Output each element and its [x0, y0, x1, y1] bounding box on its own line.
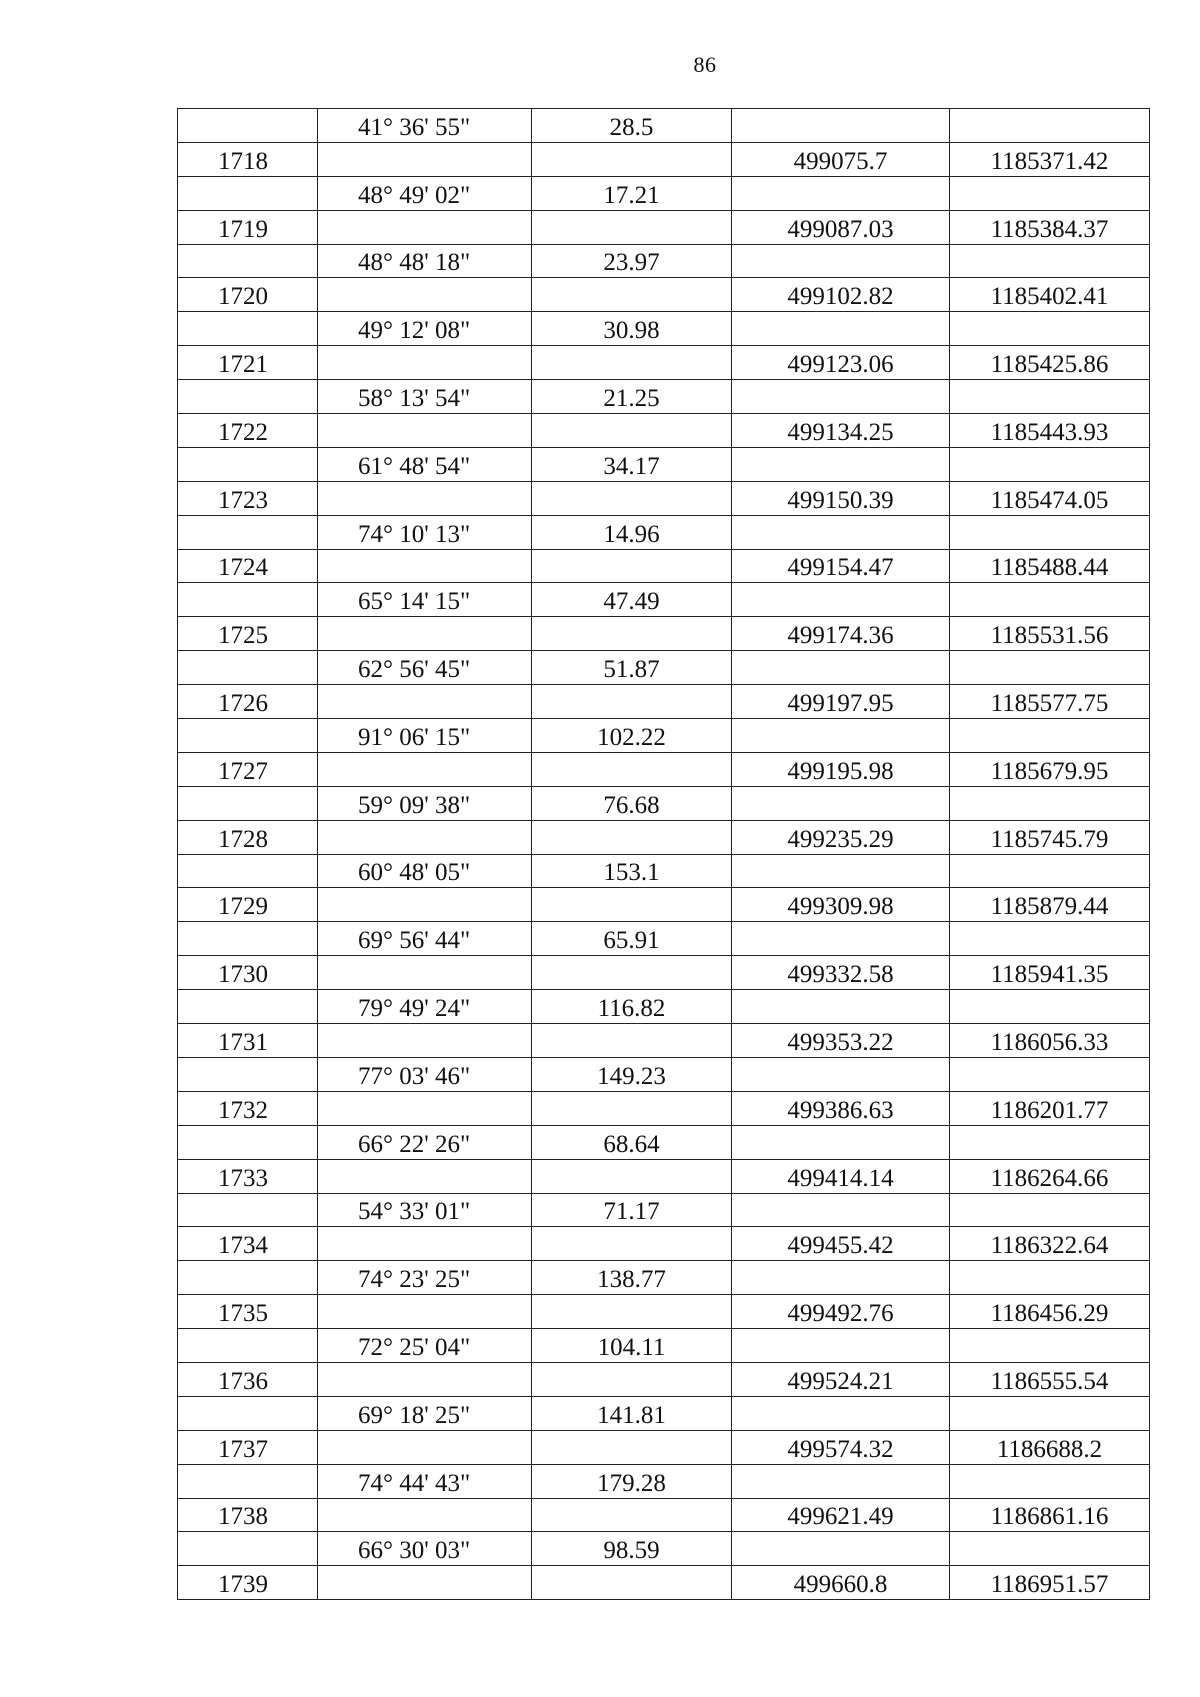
x-coordinate-cell [732, 1464, 950, 1498]
point-number-cell [178, 109, 318, 143]
angle-cell: 66° 22' 26" [318, 1125, 532, 1159]
point-number-cell: 1724 [178, 549, 318, 583]
point-number-cell [178, 854, 318, 888]
table-row [178, 1159, 1150, 1193]
point-number-cell [178, 922, 318, 956]
y-coordinate-cell [950, 1125, 1150, 1159]
y-coordinate-cell [950, 1057, 1150, 1091]
y-coordinate-cell: 1185425.86 [950, 346, 1150, 380]
table-row [178, 1464, 1150, 1498]
y-coordinate-cell [950, 1396, 1150, 1430]
point-number-cell: 1727 [178, 752, 318, 786]
x-coordinate-cell [732, 922, 950, 956]
angle-cell [318, 1091, 532, 1125]
distance-cell: 65.91 [532, 922, 732, 956]
y-coordinate-cell: 1185531.56 [950, 617, 1150, 651]
y-coordinate-cell [950, 583, 1150, 617]
table-row [178, 1396, 1150, 1430]
x-coordinate-cell [732, 312, 950, 346]
angle-cell: 65° 14' 15" [318, 583, 532, 617]
distance-cell: 21.25 [532, 380, 732, 414]
angle-cell: 72° 25' 04" [318, 1329, 532, 1363]
angle-cell [318, 1566, 532, 1600]
point-number-cell [178, 1396, 318, 1430]
y-coordinate-cell [950, 312, 1150, 346]
angle-cell: 62° 56' 45" [318, 651, 532, 685]
distance-cell: 149.23 [532, 1057, 732, 1091]
point-number-cell: 1723 [178, 481, 318, 515]
angle-cell [318, 346, 532, 380]
angle-cell [318, 617, 532, 651]
x-coordinate-cell: 499123.06 [732, 346, 950, 380]
distance-cell [532, 752, 732, 786]
point-number-cell: 1719 [178, 210, 318, 244]
table-row [178, 1329, 1150, 1363]
distance-cell [532, 1362, 732, 1396]
point-number-cell: 1736 [178, 1362, 318, 1396]
y-coordinate-cell: 1185384.37 [950, 210, 1150, 244]
distance-cell [532, 278, 732, 312]
y-coordinate-cell [950, 651, 1150, 685]
point-number-cell [178, 786, 318, 820]
x-coordinate-cell: 499154.47 [732, 549, 950, 583]
y-coordinate-cell: 1186056.33 [950, 1024, 1150, 1058]
table-row [178, 583, 1150, 617]
point-number-cell: 1730 [178, 956, 318, 990]
x-coordinate-cell [732, 651, 950, 685]
distance-cell: 51.87 [532, 651, 732, 685]
point-number-cell: 1721 [178, 346, 318, 380]
table-row [178, 854, 1150, 888]
distance-cell: 47.49 [532, 583, 732, 617]
distance-cell [532, 142, 732, 176]
distance-cell [532, 956, 732, 990]
angle-cell [318, 210, 532, 244]
distance-cell: 17.21 [532, 176, 732, 210]
table-row [178, 1024, 1150, 1058]
table-row [178, 549, 1150, 583]
table-row [178, 1057, 1150, 1091]
table-row [178, 109, 1150, 143]
angle-cell [318, 414, 532, 448]
y-coordinate-cell: 1186555.54 [950, 1362, 1150, 1396]
angle-cell [318, 549, 532, 583]
distance-cell [532, 1498, 732, 1532]
point-number-cell [178, 719, 318, 753]
table-row [178, 244, 1150, 278]
angle-cell: 66° 30' 03" [318, 1532, 532, 1566]
point-number-cell: 1720 [178, 278, 318, 312]
distance-cell: 102.22 [532, 719, 732, 753]
point-number-cell [178, 1057, 318, 1091]
table-row [178, 1261, 1150, 1295]
table-row [178, 278, 1150, 312]
table-row [178, 142, 1150, 176]
table-row [178, 414, 1150, 448]
distance-cell: 68.64 [532, 1125, 732, 1159]
angle-cell [318, 956, 532, 990]
y-coordinate-cell: 1186264.66 [950, 1159, 1150, 1193]
point-number-cell [178, 583, 318, 617]
angle-cell: 41° 36' 55" [318, 109, 532, 143]
angle-cell: 74° 10' 13" [318, 515, 532, 549]
point-number-cell [178, 312, 318, 346]
y-coordinate-cell [950, 854, 1150, 888]
x-coordinate-cell: 499660.8 [732, 1566, 950, 1600]
y-coordinate-cell [950, 244, 1150, 278]
x-coordinate-cell [732, 380, 950, 414]
y-coordinate-cell: 1185488.44 [950, 549, 1150, 583]
x-coordinate-cell [732, 447, 950, 481]
x-coordinate-cell: 499150.39 [732, 481, 950, 515]
angle-cell [318, 1295, 532, 1329]
x-coordinate-cell [732, 244, 950, 278]
angle-cell: 48° 48' 18" [318, 244, 532, 278]
point-number-cell [178, 1464, 318, 1498]
x-coordinate-cell: 499235.29 [732, 820, 950, 854]
distance-cell [532, 481, 732, 515]
angle-cell [318, 1227, 532, 1261]
table-row [178, 1193, 1150, 1227]
table-row [178, 447, 1150, 481]
page-number: 86 [693, 52, 717, 77]
y-coordinate-cell [950, 380, 1150, 414]
table-row [178, 956, 1150, 990]
distance-cell: 179.28 [532, 1464, 732, 1498]
angle-cell: 69° 18' 25" [318, 1396, 532, 1430]
y-coordinate-cell [950, 990, 1150, 1024]
x-coordinate-cell: 499075.7 [732, 142, 950, 176]
distance-cell [532, 1091, 732, 1125]
point-number-cell: 1732 [178, 1091, 318, 1125]
point-number-cell: 1718 [178, 142, 318, 176]
point-number-cell [178, 515, 318, 549]
angle-cell: 48° 49' 02" [318, 176, 532, 210]
point-number-cell: 1725 [178, 617, 318, 651]
distance-cell: 98.59 [532, 1532, 732, 1566]
y-coordinate-cell: 1186688.2 [950, 1430, 1150, 1464]
y-coordinate-cell [950, 1193, 1150, 1227]
point-number-cell: 1729 [178, 888, 318, 922]
distance-cell: 28.5 [532, 109, 732, 143]
angle-cell: 60° 48' 05" [318, 854, 532, 888]
x-coordinate-cell: 499195.98 [732, 752, 950, 786]
table-row [178, 1362, 1150, 1396]
point-number-cell: 1737 [178, 1430, 318, 1464]
angle-cell [318, 142, 532, 176]
distance-cell [532, 888, 732, 922]
angle-cell: 54° 33' 01" [318, 1193, 532, 1227]
point-number-cell: 1739 [178, 1566, 318, 1600]
x-coordinate-cell [732, 1125, 950, 1159]
table-body [178, 109, 1150, 1600]
distance-cell [532, 617, 732, 651]
y-coordinate-cell [950, 1329, 1150, 1363]
point-number-cell [178, 176, 318, 210]
table-row [178, 719, 1150, 753]
y-coordinate-cell [950, 515, 1150, 549]
x-coordinate-cell: 499134.25 [732, 414, 950, 448]
x-coordinate-cell: 499492.76 [732, 1295, 950, 1329]
angle-cell: 58° 13' 54" [318, 380, 532, 414]
y-coordinate-cell: 1186951.57 [950, 1566, 1150, 1600]
y-coordinate-cell: 1186456.29 [950, 1295, 1150, 1329]
angle-cell [318, 1430, 532, 1464]
y-coordinate-cell [950, 447, 1150, 481]
y-coordinate-cell [950, 1464, 1150, 1498]
point-number-cell [178, 1532, 318, 1566]
distance-cell: 116.82 [532, 990, 732, 1024]
x-coordinate-cell: 499353.22 [732, 1024, 950, 1058]
x-coordinate-cell: 499332.58 [732, 956, 950, 990]
angle-cell: 91° 06' 15" [318, 719, 532, 753]
x-coordinate-cell [732, 854, 950, 888]
distance-cell: 153.1 [532, 854, 732, 888]
x-coordinate-cell: 499414.14 [732, 1159, 950, 1193]
distance-cell: 104.11 [532, 1329, 732, 1363]
angle-cell [318, 752, 532, 786]
y-coordinate-cell [950, 1261, 1150, 1295]
angle-cell [318, 1159, 532, 1193]
y-coordinate-cell: 1185577.75 [950, 685, 1150, 719]
angle-cell: 59° 09' 38" [318, 786, 532, 820]
survey-coordinates-table [177, 108, 1150, 1600]
point-number-cell [178, 1261, 318, 1295]
point-number-cell: 1735 [178, 1295, 318, 1329]
angle-cell [318, 888, 532, 922]
y-coordinate-cell [950, 719, 1150, 753]
angle-cell [318, 1024, 532, 1058]
table-row [178, 786, 1150, 820]
angle-cell [318, 278, 532, 312]
table-row [178, 990, 1150, 1024]
table-row [178, 1227, 1150, 1261]
point-number-cell: 1734 [178, 1227, 318, 1261]
distance-cell [532, 549, 732, 583]
table-row [178, 617, 1150, 651]
table-row [178, 1566, 1150, 1600]
point-number-cell [178, 1125, 318, 1159]
angle-cell: 77° 03' 46" [318, 1057, 532, 1091]
table-row [178, 1532, 1150, 1566]
distance-cell: 138.77 [532, 1261, 732, 1295]
angle-cell: 49° 12' 08" [318, 312, 532, 346]
table-row [178, 888, 1150, 922]
table-row [178, 685, 1150, 719]
distance-cell [532, 346, 732, 380]
x-coordinate-cell [732, 1057, 950, 1091]
angle-cell [318, 1362, 532, 1396]
x-coordinate-cell: 499455.42 [732, 1227, 950, 1261]
distance-cell: 76.68 [532, 786, 732, 820]
angle-cell [318, 1498, 532, 1532]
table-row [178, 515, 1150, 549]
table-row [178, 651, 1150, 685]
point-number-cell: 1738 [178, 1498, 318, 1532]
x-coordinate-cell: 499621.49 [732, 1498, 950, 1532]
angle-cell: 61° 48' 54" [318, 447, 532, 481]
distance-cell [532, 1430, 732, 1464]
table-row [178, 210, 1150, 244]
angle-cell: 74° 44' 43" [318, 1464, 532, 1498]
y-coordinate-cell: 1185941.35 [950, 956, 1150, 990]
y-coordinate-cell: 1185679.95 [950, 752, 1150, 786]
x-coordinate-cell: 499386.63 [732, 1091, 950, 1125]
table-row [178, 176, 1150, 210]
y-coordinate-cell: 1186201.77 [950, 1091, 1150, 1125]
y-coordinate-cell [950, 176, 1150, 210]
point-number-cell: 1731 [178, 1024, 318, 1058]
y-coordinate-cell: 1185443.93 [950, 414, 1150, 448]
x-coordinate-cell [732, 1396, 950, 1430]
x-coordinate-cell: 499524.21 [732, 1362, 950, 1396]
point-number-cell: 1733 [178, 1159, 318, 1193]
table-row [178, 1498, 1150, 1532]
table-row [178, 346, 1150, 380]
y-coordinate-cell: 1186322.64 [950, 1227, 1150, 1261]
angle-cell: 74° 23' 25" [318, 1261, 532, 1295]
x-coordinate-cell [732, 990, 950, 1024]
x-coordinate-cell [732, 515, 950, 549]
distance-cell [532, 1024, 732, 1058]
distance-cell: 14.96 [532, 515, 732, 549]
table-row [178, 481, 1150, 515]
table-row [178, 922, 1150, 956]
y-coordinate-cell [950, 786, 1150, 820]
table-row [178, 1125, 1150, 1159]
point-number-cell [178, 1329, 318, 1363]
point-number-cell: 1726 [178, 685, 318, 719]
distance-cell [532, 820, 732, 854]
table-row [178, 312, 1150, 346]
point-number-cell [178, 244, 318, 278]
x-coordinate-cell [732, 786, 950, 820]
angle-cell: 79° 49' 24" [318, 990, 532, 1024]
angle-cell: 69° 56' 44" [318, 922, 532, 956]
table-row [178, 1430, 1150, 1464]
distance-cell [532, 1295, 732, 1329]
angle-cell [318, 685, 532, 719]
y-coordinate-cell [950, 922, 1150, 956]
y-coordinate-cell [950, 1532, 1150, 1566]
x-coordinate-cell [732, 176, 950, 210]
angle-cell [318, 820, 532, 854]
point-number-cell: 1722 [178, 414, 318, 448]
y-coordinate-cell: 1185371.42 [950, 142, 1150, 176]
table-row [178, 820, 1150, 854]
table-row [178, 1295, 1150, 1329]
angle-cell [318, 481, 532, 515]
x-coordinate-cell: 499574.32 [732, 1430, 950, 1464]
table-row [178, 380, 1150, 414]
distance-cell [532, 1566, 732, 1600]
y-coordinate-cell: 1185402.41 [950, 278, 1150, 312]
x-coordinate-cell [732, 1193, 950, 1227]
table-row [178, 1091, 1150, 1125]
x-coordinate-cell: 499102.82 [732, 278, 950, 312]
distance-cell [532, 1159, 732, 1193]
y-coordinate-cell: 1185745.79 [950, 820, 1150, 854]
y-coordinate-cell: 1186861.16 [950, 1498, 1150, 1532]
y-coordinate-cell [950, 109, 1150, 143]
x-coordinate-cell [732, 1532, 950, 1566]
distance-cell: 23.97 [532, 244, 732, 278]
distance-cell: 34.17 [532, 447, 732, 481]
x-coordinate-cell: 499087.03 [732, 210, 950, 244]
x-coordinate-cell [732, 109, 950, 143]
distance-cell [532, 414, 732, 448]
distance-cell: 141.81 [532, 1396, 732, 1430]
point-number-cell [178, 651, 318, 685]
x-coordinate-cell [732, 583, 950, 617]
table-row [178, 752, 1150, 786]
x-coordinate-cell [732, 1329, 950, 1363]
x-coordinate-cell: 499197.95 [732, 685, 950, 719]
distance-cell: 30.98 [532, 312, 732, 346]
point-number-cell: 1728 [178, 820, 318, 854]
y-coordinate-cell: 1185474.05 [950, 481, 1150, 515]
x-coordinate-cell [732, 1261, 950, 1295]
x-coordinate-cell: 499309.98 [732, 888, 950, 922]
x-coordinate-cell: 499174.36 [732, 617, 950, 651]
point-number-cell [178, 990, 318, 1024]
x-coordinate-cell [732, 719, 950, 753]
y-coordinate-cell: 1185879.44 [950, 888, 1150, 922]
distance-cell [532, 210, 732, 244]
distance-cell: 71.17 [532, 1193, 732, 1227]
point-number-cell [178, 447, 318, 481]
point-number-cell [178, 1193, 318, 1227]
point-number-cell [178, 380, 318, 414]
distance-cell [532, 685, 732, 719]
distance-cell [532, 1227, 732, 1261]
